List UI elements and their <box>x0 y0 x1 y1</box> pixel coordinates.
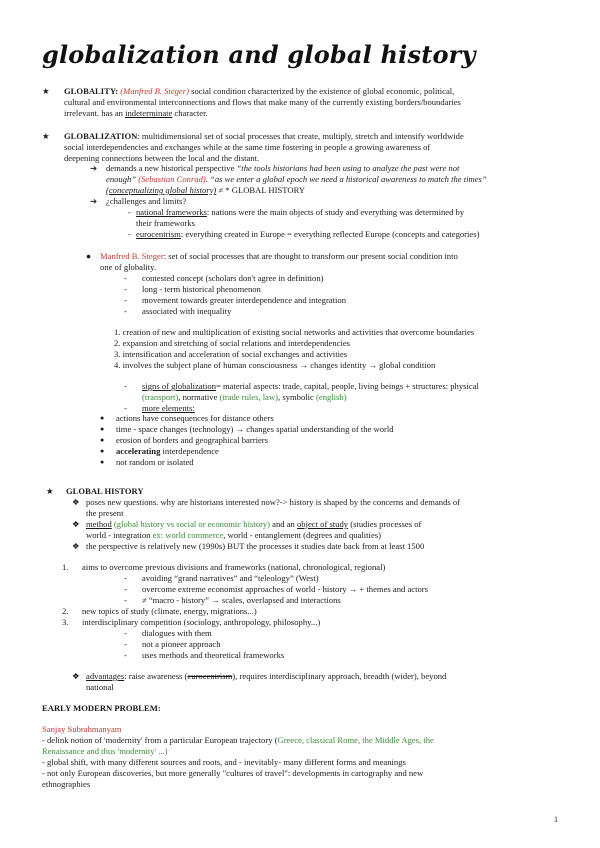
national-frameworks-def: : nations were the main objects of study and everything was determined by <box>206 207 465 217</box>
signs-line2 <box>142 392 347 403</box>
gh-interdisciplinary: interdisciplinary competition (sociology, anthropology, philosophy...) <box>82 617 321 627</box>
global-history-heading: GLOBAL HISTORY <box>66 486 144 496</box>
dash-bullet: - <box>124 595 127 605</box>
dot-bullet-icon: ● <box>100 414 105 422</box>
signs-symbolic: , symbolic <box>278 392 317 402</box>
steger-numbered-3: 3. intensification and acceleration of social exchanges and activities <box>114 349 348 359</box>
globality-line1 <box>64 86 556 97</box>
signs-english: (english) <box>316 392 347 402</box>
accelerating-def: interdependence <box>160 446 219 456</box>
gh-point-2-mid: and an <box>270 519 297 529</box>
sub1-quote2: enough” <box>106 174 137 184</box>
dash-bullet: - <box>124 403 127 413</box>
dash-bullet: - <box>124 273 127 283</box>
dash-bullet: - <box>124 584 127 594</box>
method-term: method <box>86 519 112 529</box>
steger-numbered-4: 4. involves the subject plane of human consciousness → changes identity → global condition <box>114 360 436 370</box>
aims-dash-2: overcome extreme economist approaches of world - history → + themes and actors <box>142 584 428 594</box>
diamond-bullet-icon: ❖ <box>72 671 80 681</box>
gh-point-2 <box>86 519 421 530</box>
globality-line3-pre: irrelevant. has an <box>64 108 126 118</box>
signs-term: signs of globalization <box>142 381 216 391</box>
gh-point-2-post: (studies processes of <box>348 519 422 529</box>
gh-new-topics: new topics of study (climate, energy, migrations...) <box>82 606 257 616</box>
sub1-quote: “the tools historians had been using to analyze the past were not <box>236 163 460 173</box>
n3-dash-2: not a pioneer approach <box>142 639 221 649</box>
globalization-label: GLOBALIZATION <box>64 131 138 141</box>
globalization-line3: deepening connections between the local and the distant. <box>64 153 260 163</box>
dash-bullet: - <box>128 207 131 217</box>
globality-line3-post: character. <box>172 108 208 118</box>
sub1-quote3: . “as we enter a global epoch we need a historical awareness to match the times” <box>205 174 487 184</box>
dash-bullet: - <box>124 639 127 649</box>
dot-bullet-icon: ● <box>100 458 105 466</box>
world-commerce-example: ex: world commerce <box>152 530 224 540</box>
globality-author: (Manfred B. Steger) <box>120 86 189 96</box>
globalization-sub1-line3 <box>106 185 305 196</box>
globality-indeterminate: indeterminate <box>125 108 173 118</box>
early-modern-l1-green: Greece, classical Rome, the Middle Ages, the <box>277 735 434 745</box>
globality-line3 <box>64 108 208 119</box>
dash-bullet: - <box>124 306 127 316</box>
dash-bullet: - <box>124 295 127 305</box>
early-modern-line1 <box>42 735 434 746</box>
sub1-source: (conceptualizing global history) <box>106 185 217 195</box>
gh-aims: aims to overcome previous divisions and frameworks (national, chronological, regional) <box>82 562 386 572</box>
globalization-sub2: ¿challenges and limits? <box>106 196 187 206</box>
dash-national-frameworks <box>136 207 464 218</box>
number-1: 1. <box>62 562 69 572</box>
early-modern-author: Sanjay Subrahmanyam <box>42 724 122 734</box>
steger-bullet-4 <box>116 446 219 457</box>
method-note: (global history vs social or economic history) <box>111 519 271 529</box>
dot-bullet-icon: ● <box>86 251 92 261</box>
number-2: 2. <box>62 606 69 616</box>
globality-label: GLOBALITY: <box>64 86 119 96</box>
steger-dash-1: contested concept (scholars don't agree in definition) <box>142 273 324 283</box>
advantages-term: advantages <box>86 671 125 681</box>
steger-dash-2: long - term historical phenomenon <box>142 284 261 294</box>
national-frameworks-term: national frameworks <box>136 207 207 217</box>
eurocentrism-struck: eurocentrism <box>187 671 233 681</box>
star-bullet-icon: ★ <box>42 86 50 96</box>
globalization-line2: social interdependencies and exchanges while at the same time fostering in people a growing awareness of <box>64 142 431 152</box>
early-modern-line2: Renaissance and thus 'modernity' ...) <box>42 746 168 756</box>
signs-trade-rules: (trade rules, law) <box>219 392 279 402</box>
eurocentrism-def: : everything created in Europe = everything reflected Europe (concepts and categories) <box>180 229 480 239</box>
dash-bullet: - <box>124 284 127 294</box>
early-modern-line3: - global shift, with many different sources and roots, and - inevitably- many different forms and meanings <box>42 757 406 767</box>
page-title: globalization and global history <box>42 40 476 69</box>
arrow-bullet-icon: ➔ <box>90 163 98 173</box>
diamond-bullet-icon: ❖ <box>72 519 80 529</box>
world-integration: world - integration <box>86 530 153 540</box>
steger-text1: : set of social processes that are thought to transform our present social condition into <box>163 251 458 261</box>
globality-line2: cultural and environmental interconnections and flows that make many of the currently existing borders/boundaries <box>64 97 461 107</box>
steger-bullet-1: actions have consequences for distance others <box>116 413 274 423</box>
number-3: 3. <box>62 617 69 627</box>
steger-numbered-2: 2. expansion and stretching of social relations and interdependencies <box>114 338 351 348</box>
dash-bullet: - <box>124 628 127 638</box>
steger-numbered-1: 1. creation of new and multiplication of existing social networks and activities that overcome boundaries <box>114 327 475 337</box>
advantages-post: ), requires interdisciplinary approach, breadth (wider), beyond <box>232 671 447 681</box>
advantages-pre: : raise awareness ( <box>124 671 188 681</box>
gh-point-1-line2: the present <box>86 508 124 518</box>
steger-bullet-5: not random or isolated <box>116 457 194 467</box>
gh-point-1: poses new questions. why are historians interested now?-> history is shaped by the concerns and demands of <box>86 497 461 507</box>
gh-point-2-line2 <box>86 530 381 541</box>
gh-advantages-line2: national <box>86 682 114 692</box>
dash-national-frameworks-line2: their frameworks <box>136 218 195 228</box>
dot-bullet-icon: ● <box>100 447 105 455</box>
star-bullet-icon: ★ <box>46 486 54 496</box>
dot-bullet-icon: ● <box>100 436 105 444</box>
signs-of-globalization <box>142 381 479 392</box>
star-bullet-icon: ★ <box>42 131 50 141</box>
signs-def: = material aspects: trade, capital, people, living beings + structures: physical <box>216 381 479 391</box>
globalization-line1 <box>64 131 464 142</box>
early-modern-l1-pre: - delink notion of 'modernity' from a particular European trajectory ( <box>42 735 278 745</box>
globalization-sub1 <box>106 163 459 174</box>
steger-author: Manfred B. Steger <box>100 251 164 261</box>
n3-dash-3: uses methods and theoretical frameworks <box>142 650 285 660</box>
steger-line1 <box>100 251 458 262</box>
signs-normative: , normative <box>178 392 220 402</box>
early-modern-heading: EARLY MODERN PROBLEM: <box>42 703 161 713</box>
world-entanglement: , world - entanglement (degrees and qualities) <box>223 530 381 540</box>
steger-bullet-2: time - space changes (technology) → changes spatial understanding of the world <box>116 424 394 434</box>
aims-dash-1: avoiding “grand narratives” and “teleology” (West) <box>142 573 319 583</box>
eurocentrism-term: eurocentrism <box>136 229 181 239</box>
dash-bullet: - <box>124 650 127 660</box>
page-number: 1 <box>554 815 558 824</box>
gh-point-3: the perspective is relatively new (1990s) BUT the processes it studies date back from at least 1500 <box>86 541 425 551</box>
globalization-text1: : multidimensional set of social processes that create, multiply, stretch and intensify worldwide <box>137 131 464 141</box>
steger-line2: one of globality. <box>100 262 157 272</box>
early-modern-line4: - not only European discoveries, but more generally "cultures of travel": developments in cartography and new <box>42 768 424 778</box>
globalization-sub1-line2 <box>106 174 487 185</box>
dot-bullet-icon: ● <box>100 425 105 433</box>
sub1-global-history: ≠ * GLOBAL HISTORY <box>216 185 306 195</box>
dash-bullet: - <box>124 573 127 583</box>
dash-bullet: - <box>128 229 131 239</box>
signs-transport: (transport) <box>142 392 179 402</box>
arrow-bullet-icon: ➔ <box>90 196 98 206</box>
gh-advantages <box>86 671 446 682</box>
steger-dash-3: movement towards greater interdependence and integration <box>142 295 347 305</box>
steger-bullet-3: erosion of borders and geographical barriers <box>116 435 269 445</box>
sub1-pre: demands a new historical perspective <box>106 163 237 173</box>
dash-eurocentrism <box>136 229 479 240</box>
sub1-author: (Sebastian Conrad) <box>136 174 206 184</box>
diamond-bullet-icon: ❖ <box>72 541 80 551</box>
globality-text1: social condition characterized by the existence of global economic, political, <box>191 86 455 96</box>
object-of-study-term: object of study <box>297 519 349 529</box>
early-modern-line5: ethnographies <box>42 779 91 789</box>
steger-dash-4: associated with inequality <box>142 306 232 316</box>
dash-bullet: - <box>124 381 127 391</box>
accelerating-term: accelerating <box>116 446 161 456</box>
diamond-bullet-icon: ❖ <box>72 497 80 507</box>
more-elements: more elements: <box>142 403 195 413</box>
aims-dash-3: ≠ “macro - history” → scales, overlapsed and interactions <box>142 595 341 605</box>
n3-dash-1: dialogues with them <box>142 628 212 638</box>
